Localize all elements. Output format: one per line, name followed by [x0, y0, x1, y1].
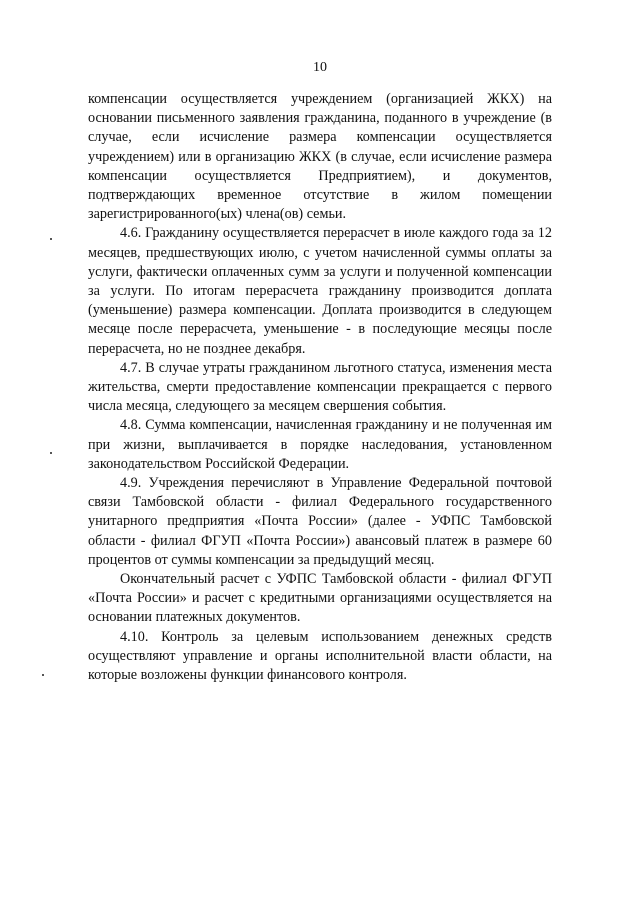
- paragraph-4-6: 4.6. Гражданину осуществляется перерасчет в июле каждого года за 12 месяцев, предшествующих июлю, с учетом начисленной суммы оплаты за услуги, фактически оплаченных сумм за услуги и полученной компенсации за услуги. По итогам перерасчета гражданину производится доплата (уменьшение) размера компенсации. Доплата производится в следующем месяце после перерасчета, уменьшение - в последующие месяцы после перерасчета, но не позднее декабря.: [88, 225, 552, 357]
- paragraph-4-8: 4.8. Сумма компенсации, начисленная гражданину и не полученная им при жизни, выплачивается в порядке наследования, установленном законодательством Российской Федерации.: [88, 417, 552, 472]
- page-number: 10: [313, 60, 327, 75]
- scan-mark: [50, 452, 52, 454]
- paragraph-final-settlement: Окончательный расчет с УФПС Тамбовской области - филиал ФГУП «Почта России» и расчет с кредитными организациями осуществляется на основании платежных документов.: [88, 571, 552, 626]
- paragraph-4-7: 4.7. В случае утраты гражданином льготного статуса, изменения места жительства, смерти предоставление компенсации прекращается с первого числа месяца, следующего за месяцем свершения события.: [88, 359, 552, 415]
- paragraph-4-9: 4.9. Учреждения перечисляют в Управление Федеральной почтовой связи Тамбовской области - филиал Федерального государственного унитарного предприятия «Почта России» (далее - УФПС Тамбовской области - филиал ФГУП «Почта России») авансовый платеж в размере 60 процентов от суммы компенсации за предыдущий месяц.: [88, 475, 552, 568]
- paragraph-continuation: компенсации осуществляется учреждением (организацией ЖКХ) на основании письменного заявления гражданина, поданного в учреждение (в случае, если исчисление размера компенсации осуществляется учреждением) или в организацию ЖКХ (в случае, если исчисление размера компенсации осуществляется Предприятием), и документов, подтверждающих временное отсутствие в жилом помещении зарегистрированного(ых) члена(ов) семьи.: [88, 91, 552, 223]
- paragraph-4-10: 4.10. Контроль за целевым использованием денежных средств осуществляют управление и органы исполнительной власти области, на которые возложены функции финансового контроля.: [88, 628, 552, 684]
- scan-mark: [42, 674, 44, 676]
- scan-mark: [50, 238, 52, 240]
- document-body: [88, 90, 552, 685]
